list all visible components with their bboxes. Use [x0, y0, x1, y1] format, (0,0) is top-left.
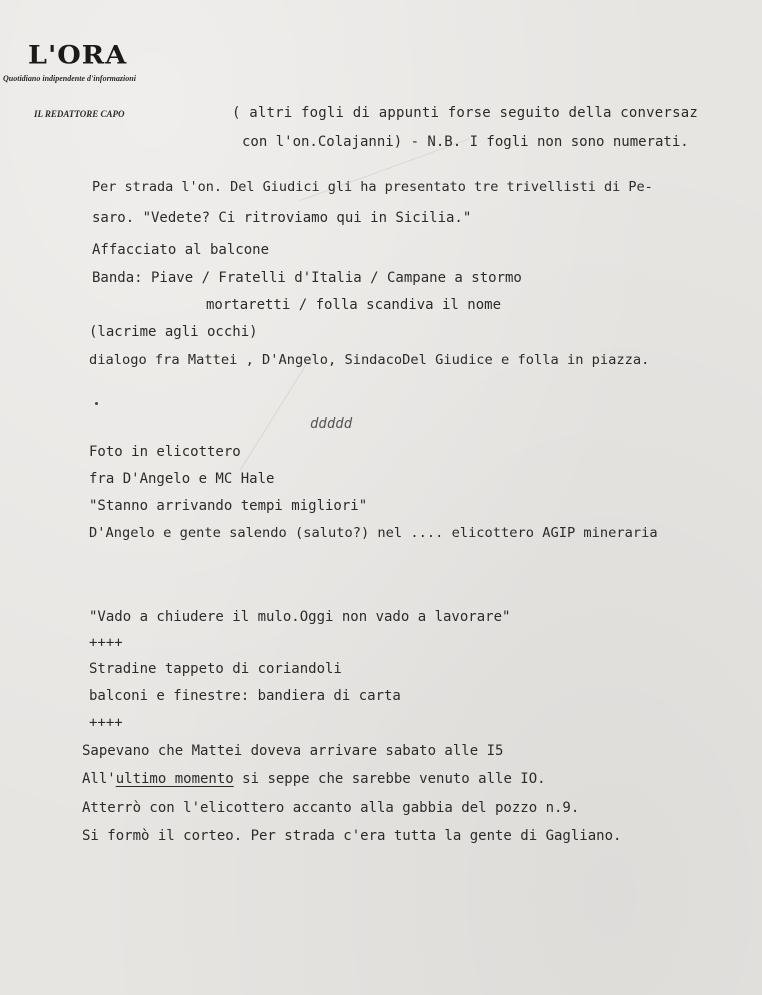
typed-line: Sapevano che Mattei doveva arrivare sabato alle I5 [82, 743, 504, 759]
typed-line: saro. "Vedete? Ci ritroviamo qui in Sicilia." [92, 210, 472, 226]
typed-line: Stradine tappeto di coriandoli [89, 661, 342, 677]
typed-line: fra D'Angelo e MC Hale [89, 471, 275, 487]
typed-line: "Vado a chiudere il mulo.Oggi non vado a lavorare" [89, 609, 511, 625]
editor-role-label: IL REDATTORE CAPO [34, 109, 125, 119]
underlined-phrase: ultimo momento [115, 771, 234, 787]
typed-line: balconi e finestre: bandiera di carta [89, 688, 401, 704]
typed-line: ( altri fogli di appunti forse seguito della conversaz [232, 105, 698, 121]
typed-line: Affacciato al balcone [92, 242, 270, 258]
typed-line: "Stanno arrivando tempi migliori" [89, 498, 368, 514]
typed-line: Si formò il corteo. Per strada c'era tutta la gente di Gagliano. [82, 828, 622, 844]
typed-line: Atterrò con l'elicottero accanto alla gabbia del pozzo n.9. [82, 800, 580, 816]
ink-dot [95, 402, 98, 405]
typed-line: ++++ [89, 715, 123, 731]
newspaper-logo: L'ORA [28, 40, 128, 71]
typed-line: Per strada l'on. Del Giudici gli ha presentato tre trivellisti di Pe- [92, 179, 653, 195]
paper-crease [240, 352, 315, 471]
typed-line-underlined: All'ultimo momento si seppe che sarebbe venuto alle IO. [82, 771, 546, 787]
typed-line: ++++ [89, 635, 123, 651]
typed-line: con l'on.Colajanni) - N.B. I fogli non sono numerati. [242, 134, 689, 150]
typed-line: Banda: Piave / Fratelli d'Italia / Campane a stormo [92, 270, 522, 286]
typed-line: mortaretti / folla scandiva il nome [206, 297, 502, 313]
section-separator: ddddd [310, 416, 353, 432]
typed-line: dialogo fra Mattei , D'Angelo, SindacoDel Giudice e folla in piazza. [89, 352, 650, 368]
typed-line: D'Angelo e gente salendo (saluto?) nel .... elicottero AGIP mineraria [89, 525, 658, 541]
typed-line: Foto in elicottero [89, 444, 241, 460]
newspaper-tagline: Quotidiano indipendente d'informazioni [3, 74, 136, 83]
typed-line: (lacrime agli occhi) [89, 324, 258, 340]
